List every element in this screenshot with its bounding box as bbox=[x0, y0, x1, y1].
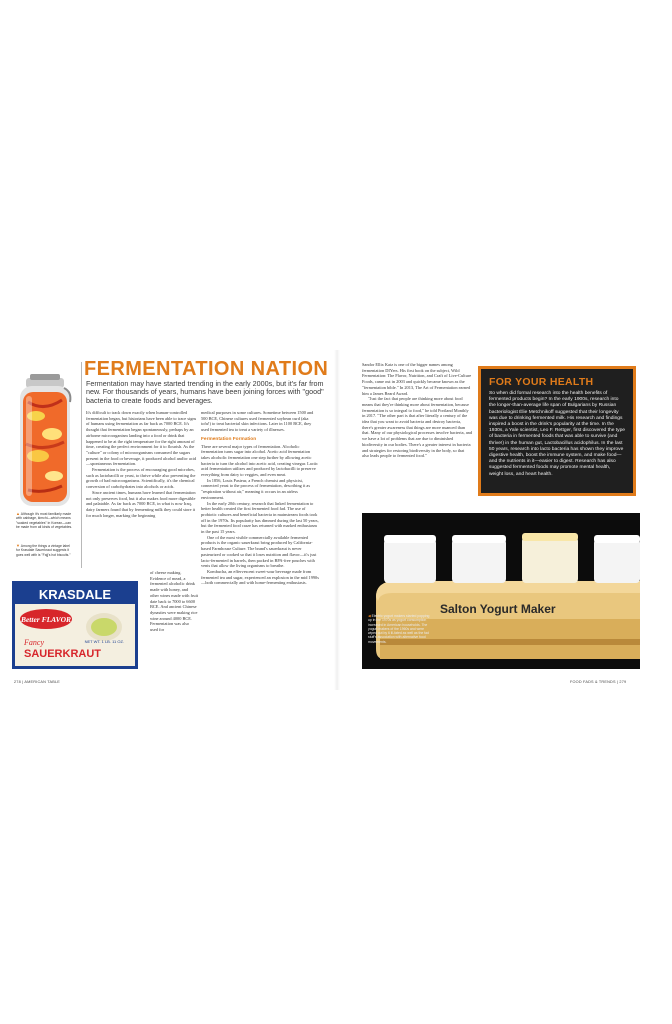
article-title: FERMENTATION NATION bbox=[84, 358, 329, 380]
yogurt-maker-photo bbox=[362, 513, 640, 669]
yogurt-caption: ◀ Electric yogurt makers started popping up in the 1970s as yogurt consumption increased in American households. The yogurt makers of the 1960s and were wiped out by 6 ill-fated as well as the fad stuff's association with alternative food movements. bbox=[368, 614, 430, 644]
paragraph: One of the most visible commercially available fermented products is the organic sauerkraut bring produced by California-based Farmhouse Culture. The brand's sauerkraut is never pasteurized or cooked so that it loses nutrition and flavor—it's just lacto-fermented in barrels, then packed in BPA-free pouches with vents that allow the living organisms to breathe. bbox=[201, 534, 317, 569]
paragraph: It's difficult to track down exactly when human-controlled fermentation began, but historians have been able to trace signs of humans using fermentation as far back as 7000 BCE. It's thought that fermentation began spontaneously, perhaps by an airborne microorganism landing into a food or drink that happened to be at the right temperature for the right amount of time, creating the perfect environment for it to flourish. As the "culture" or colony of microorganisms consumed the sugars present in the food or beverage, it produced alcohol and/or acid—spontaneous fermentation. bbox=[86, 410, 197, 467]
krasdale-caption: ▼ Among the things a vintage label for Krasdale Sauerkraut suggests it goes well with is "Fajj's hot biscuits." bbox=[16, 543, 71, 557]
kimchi-caption: ▲ Although it's most familiarly made with cabbage, kimchi—which means "soaked vegetables" in Korean—can be made from all kinds of vegetables. bbox=[16, 511, 73, 530]
article-dek: Fermentation may have started trending in the early 2000s, but it's far from new. For thousands of years, humans have been joining forces with "good" bacteria to create foods and beverages. bbox=[86, 379, 324, 405]
body-column-2 bbox=[201, 410, 319, 586]
sidebar-title: FOR YOUR HEALTH bbox=[489, 376, 594, 388]
paragraph: In 1856, Louis Pasteur, a French chemist and physicist, connected yeast to the process of fermentation, describing it as "respiration without air," meaning it occurs in an airless environment. bbox=[201, 477, 311, 500]
folio-left: 278 | AMERICAN TABLE bbox=[14, 680, 60, 684]
caption-marker-icon: ▲ bbox=[16, 511, 20, 516]
paragraph: Kombucha, an effervescent sweet-sour beverage made from fermented tea and sugar, experienced an explosion in the mid 1990s—both commercially and with home-fermenting enthusiasts. bbox=[201, 568, 319, 586]
body-column-1 bbox=[86, 410, 198, 518]
body-column-3 bbox=[362, 362, 472, 459]
section-subhead: Fermentation Formation bbox=[201, 436, 257, 442]
folio-right: FOOD FADS & TRENDS | 279 bbox=[570, 680, 627, 684]
paragraph: Since ancient times, humans have learned that fermentation not only preserves food, but it also makes food more digestible and palatable. As far back as 7000 BCE, in what is now Iraq, dairy farmers found that by fermenting milk they could store it for much longer, marking the beginning bbox=[86, 489, 196, 518]
label-fancy: Fancy bbox=[24, 638, 44, 647]
caption-marker-icon: ▼ bbox=[16, 543, 20, 548]
label-brand: KRASDALE bbox=[38, 587, 112, 602]
paragraph: "Just the fact that people are thinking more about food means that they're thinking more about fermentation, because fermentation is so integral to food," he told Portland Monthly in 2017. "The other part is that after literally a century of the idea that you want to avoid bacteria and destroy bacteria, there's greater awareness that things are more nuanced than that. Many of our physiological processes involve bacteria, and we have a lot of problems that are due to diminished biodiversity in our bodies. There's a greater interest in bacteria and strategies for restoring biodiversity in the body, so that also leads people to fermented food." bbox=[362, 396, 473, 459]
page-gutter bbox=[334, 350, 340, 690]
paragraph: There are several major types of fermentation. Alcoholic fermentation turns sugar into alcohol. Acetic acid fermentation takes alcoholic fermentation one step further by allowing acetic bacteria to turn the alcohol into acetic acid, creating vinegar. Lactic acid fermentation utilizes and produced by lactobacilli to preserve everything from dairy to veggies, and even meat. bbox=[201, 443, 318, 478]
kimchi-jar-photo bbox=[14, 372, 76, 510]
title-rule bbox=[81, 362, 82, 568]
label-burst: Better FLAVOR bbox=[20, 615, 72, 624]
krasdale-sauerkraut-label bbox=[12, 581, 138, 669]
yogurt-maker-label: Salton Yogurt Maker bbox=[440, 602, 556, 616]
health-sidebar bbox=[478, 366, 636, 496]
label-net-weight: NET WT. 1 LB. 11 OZ. bbox=[84, 639, 124, 644]
body-column-1-continued bbox=[150, 570, 198, 633]
paragraph: medical purposes in some cultures. Sometime between 1500 and 500 BCE, Chinese cultures used fermented soybean curd (aka tofu!) to treat bacterial skin infections. Later in 1100 BCE, they used fermented tea to treat a variety of illnesses. bbox=[201, 410, 314, 433]
paragraph: Fermentation is the process of encouraging good microbes, such as lactobacilli or yeast, to thrive while also preventing the growth of bad microorganisms. Scientifically, it's the chemical conversion of carbohydrates into alcohols or acids. bbox=[86, 467, 196, 490]
paragraph: of cheese making. Evidence of mead, a fermented alcoholic drink made with honey, and other wines made with fruit date back to 7000 to 6600 BCE. And ancient Chinese dynasties were making rice wine around 4000 BCE. Fermentation was also used for bbox=[150, 570, 199, 633]
sidebar-body: So when did formal research into the health benefits of fermented products begin? In the early 1900s, research into the longer-than-average life span of Bulgarians by Russian bacteriologist Élie Metchnikoff suggested that their longevity was due to drinking fermented milk. His research and findings inspired a boost in the drink's popularity at the time. In the 1930s, a Yale scientist, Leo F. Rettger, first discovered the type of bacteria in fermented foods that was able to survive (and thrive!) in the human gut, Lactobacillus acidophilus. In the last 50 years, research into lacto bacteria has shown they improve digestive health, boost the immune system, and make food—and the nutrients in it—easier to digest. Research has also suggested fermented foods may promote mental health, weight loss, and heart health. bbox=[489, 391, 626, 477]
paragraph: In the early 20th century, research that linked fermentation to better health created the first fermented food fad. The use of probiotic cultures and beneficial bacteria in mainstream foods took off in the 1970s. Its popularity has dimmed during the last 50 years, but the fermented food craze has returned with marked enthusiasm in the past 15 years. bbox=[201, 500, 319, 535]
label-product: SAUERKRAUT bbox=[24, 648, 101, 660]
caption-marker-icon: ◀ bbox=[368, 614, 371, 618]
paragraph: Sandor Ellix Katz is one of the bigger names among fermentation DIYers. His first book on the subject, Wild Fermentation: The Flavor, Nutrition, and Craft of Live-Culture Foods, came out in 2003 and quickly became known as the "fermentation bible." In 2013, The Art of Fermentation earned him a James Beard Award. bbox=[362, 362, 472, 396]
